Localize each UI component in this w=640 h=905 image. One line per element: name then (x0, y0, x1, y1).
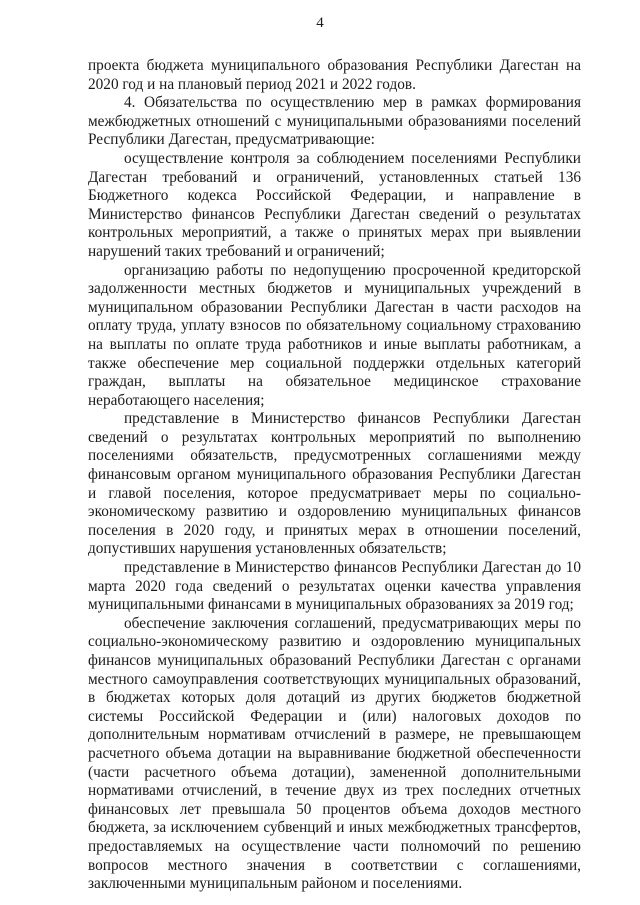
paragraph-quality-assessment-submission: представление в Министерство финансов Республики Дагестан до 10 марта 2020 года сведений о результатах оценки качества управления муниципальными финансами в муниципальных образованиях за 2019 год; (88, 559, 581, 614)
paragraph-agreements-conclusion: обеспечение заключения соглашений, предусматривающих меры по социально-экономическому развитию и оздоровлению муниципальных финансов муниципальных образований Республики Дагестан с органами местного самоуправления соответствующих муниципальных образований, в бюджетах которых доля дотаций из других бюджетов бюджетной системы Российской Федерации и (или) налоговых доходов по дополнительным нормативам отчислений в размере, не превышающем расчетного объема дотации на выравнивание бюджетной обеспеченности (части расчетного объема дотации), замененной дополнительными нормативами отчислений, в течение двух из трех последних отчетных финансовых лет превышала 50 процентов объема доходов местного бюджета, за исключением субвенций и иных межбюджетных трансфертов, предоставляемых на осуществление части полномочий по решению вопросов местного значения в соответствии с соглашениями, заключенными муниципальным районом и поселениями. (88, 614, 581, 893)
paragraph-control-of-requirements: осуществление контроля за соблюдением поселениями Республики Дагестан требований и ограничений, установленных статьей 136 Бюджетного кодекса Российской Федерации, и направление в Министерство финансов Республики Дагестан сведений о результатах контрольных мероприятий, а также о принятых мерах при выявлении нарушений таких требований и ограничений; (88, 149, 581, 260)
paragraph-overdue-debt-prevention: организацию работы по недопущению просроченной кредиторской задолженности местных бюджетов и муниципальных учреждений в муниципальном образовании Республики Дагестан в части расходов на оплату труда, уплату взносов по обязательному социальному страхованию на выплаты по оплате труда работников и иные выплаты работникам, а также обеспечение мер социальной поддержки отдельных категорий граждан, выплаты на обязательное медицинское страхование неработающего населения; (88, 261, 581, 409)
page-number: 4 (316, 15, 324, 31)
paragraph-budget-project-continuation: проекта бюджета муниципального образования Республики Дагестан на 2020 год и на плановый период 2021 и 2022 годов. (88, 57, 581, 93)
paragraph-item-4-obligations: 4. Обязательства по осуществлению мер в рамках формирования межбюджетных отношений с муниципальными образованиями поселений Республики Дагестан, предусматривающие: (88, 94, 581, 149)
document-body (88, 57, 581, 894)
paragraph-control-results-submission: представление в Министерство финансов Республики Дагестан сведений о результатах контрольных мероприятий по выполнению поселениями обязательств, предусмотренных соглашениями между финансовым органом муниципального образования Республики Дагестан и главой поселения, которое предусматривает меры по социально-экономическому развитию и оздоровлению муниципальных финансов поселения в 2020 году, и принятых мерах в отношении поселений, допустивших нарушения установленных обязательств; (88, 410, 581, 558)
